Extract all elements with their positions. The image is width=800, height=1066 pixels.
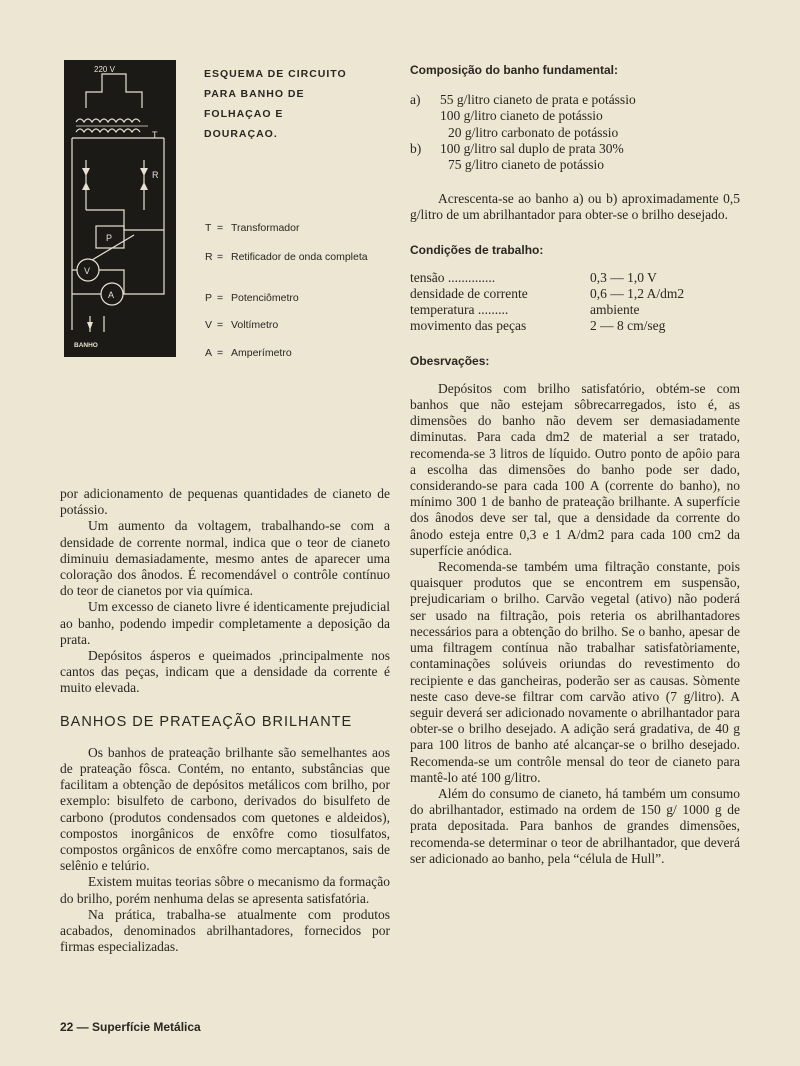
paragraph: Existem muitas teorias sôbre o mecanismo da formação do brilho, porém nenhuma delas se apresenta satisfatória. <box>60 874 390 906</box>
condition-value: ambiente <box>590 302 640 318</box>
legend-item: V = Voltímetro <box>205 319 380 332</box>
label-t: T <box>152 130 158 140</box>
condition-param: tensão .............. <box>410 269 496 285</box>
right-column <box>410 62 740 867</box>
paragraph: Recomenda-se também uma filtração constante, pois quaisquer produtos que se encontrem em suspensão, prejudicariam o brilho. Carvão vegetal (ativo) não poderá ser usado na filtração, pois reteria os abrilhantadores necessários para a obtenção do brilho. Se o banho, apesar de uma filtragem contínua não trabalhar satisfatòriamente, contaminações solúveis oriundas do revestimento do recipiente e das gancheiras, poderão ser as causas. Sòmente neste caso deve-se filtrar com carvão ativo (7 g/litro). A seguir deverá ser adicionado novamente o abrilhantador para obter-se o brilho desejado. A adição será gradativa, de 40 g para 100 litros de banho até alcançar-se o brilho desejado. Recomenda-se um contrôle mensal do teor de cianeto para mantê-lo até 100 g/litro. <box>410 559 740 785</box>
composition-label <box>410 157 440 173</box>
label-p: P <box>106 233 113 243</box>
legend-key: P <box>205 292 213 304</box>
composition-text: 75 g/litro cianeto de potássio <box>448 157 604 173</box>
condition-row <box>410 270 740 286</box>
conditions-title: Condições de trabalho: <box>410 242 544 257</box>
legend-value: Amperímetro <box>231 347 292 359</box>
left-column <box>60 486 390 955</box>
composition-label: b) <box>410 140 422 156</box>
condition-value: 2 — 8 cm/seg <box>590 318 666 334</box>
legend-item: A = Amperímetro <box>205 347 380 360</box>
composition-text: 55 g/litro cianeto de prata e potássio <box>440 92 636 108</box>
legend-key: V <box>205 319 213 331</box>
condition-row <box>410 318 740 334</box>
legend-key: T <box>205 222 212 234</box>
paragraph: Um excesso de cianeto livre é identicamente prejudicial ao banho, podendo impedir completamente a deposição da prata. <box>60 599 390 647</box>
composition-row <box>410 92 740 108</box>
composition-text: 100 g/litro cianeto de potássio <box>440 108 603 124</box>
condition-value: 0,6 — 1,2 A/dm2 <box>590 286 685 302</box>
legend-item: R = Retificador de onda completa <box>205 251 380 264</box>
paragraph: Depósitos ásperos e queimados ,principalmente nos cantos das peças, indicam que a densidade da corrente é muito elevada. <box>60 648 390 696</box>
composition-label <box>410 125 440 141</box>
paragraph: Um aumento da voltagem, trabalhando-se com a densidade de corrente normal, indica que o teor de cianeto diminuiu demasiadamente, mesmo antes de aparecer uma coloração dos ânodos. É recomendável o contrôle contínuo do teor de cianetos por via química. <box>60 518 390 599</box>
legend-value: Potenciômetro <box>231 292 299 304</box>
condition-param: densidade de corrente <box>410 286 528 302</box>
legend-value: Transformador <box>231 222 300 234</box>
composition-row <box>410 157 740 173</box>
observations-title: Obesrvações: <box>410 353 490 368</box>
composition-row <box>410 125 740 141</box>
circuit-title <box>204 64 374 144</box>
legend-value: Voltímetro <box>231 319 279 331</box>
composition-label: a) <box>410 92 421 108</box>
circuit-diagram <box>64 60 176 357</box>
condition-row <box>410 286 740 302</box>
circuit-title-line: PARA BANHO DE <box>204 88 305 100</box>
composition-text: 20 g/litro carbonato de potássio <box>448 124 619 140</box>
circuit-title-line: ESQUEMA DE CIRCUITO <box>204 68 347 80</box>
composition-text: 100 g/litro sal duplo de prata 30% <box>440 140 624 156</box>
label-banho: BANHO <box>74 342 98 349</box>
circuit-title-line: FOLHAÇAO E <box>204 108 284 120</box>
paragraph: por adicionamento de pequenas quantidades de cianeto de potássio. <box>60 486 390 518</box>
paragraph: Depósitos com brilho satisfatório, obtém-se com banhos que não estejam sôbrecarregados, isto é, as dimensões do banho não devem ser demasiadamente diminutas. Para cada dm2 de material a ser tratado, recomenda-se 3 litros de líquido. Outro ponto de apôio para a escolha das dimensões do banho pode ser dado, considerando-se para cada 100 A (corrente do banho), no mínimo 300 1 de banho de prateação brilhante. A superfície dos ânodos deve ser tal, que a densidade da corrente do ânodo esteja entre 0,3 e 1 A/dm2 para cada 100 cm2 da superfície anódica. <box>410 380 740 558</box>
page-footer: 22 — Superfície Metálica <box>60 1020 201 1034</box>
paragraph: Acrescenta-se ao banho a) ou b) aproximadamente 0,5 g/litro de um abrilhantador para obter-se o brilho desejado. <box>410 191 740 223</box>
circuit-title-line: DOURAÇAO. <box>204 128 278 140</box>
legend-item: T = Transformador <box>205 222 380 235</box>
condition-row <box>410 302 740 318</box>
legend-key: R <box>205 251 213 263</box>
composition-label <box>410 108 440 124</box>
paragraph: Além do consumo de cianeto, há também um consumo do abrilhantador, estimado na ordem de 150 g/ 1000 g de prata depositada. Para banhos de grandes dimensões, recomenda-se determinar o teor de abrilhantador, que deverá ser adicionado ao banho, pela “célula de Hull”. <box>410 785 740 866</box>
legend-key: A <box>205 347 213 359</box>
section-heading: BANHOS DE PRATEAÇÃO BRILHANTE <box>60 713 353 730</box>
composition-row <box>410 108 740 124</box>
label-220v: 220 V <box>94 65 115 74</box>
composition-row <box>410 141 740 157</box>
label-a: A <box>108 290 115 300</box>
legend-item: P = Potenciômetro <box>205 292 380 305</box>
composition-title: Composição do banho fundamental: <box>410 63 619 77</box>
label-v: V <box>84 266 91 276</box>
legend-value: Retificador de onda completa <box>231 251 368 263</box>
condition-param: movimento das peças <box>410 318 527 334</box>
label-r: R <box>152 170 159 180</box>
paragraph: Os banhos de prateação brilhante são semelhantes aos de prateação fôsca. Contém, no entanto, substâncias que facilitam a obtenção de depósitos metálicos com brilho, por exemplo: bisulfeto de carbono, derivados do bisulfeto de carbono (produtos condensados com quetones e aldeidos), compostos inorgânicos de enxôfre como tiosulfatos, compostos orgânicos de enxôfre como mercaptanos, sais de selênio e telúrio. <box>60 744 390 874</box>
condition-param: temperatura ......... <box>410 302 509 318</box>
paragraph: Na prática, trabalha-se atualmente com produtos acabados, denominados abrilhantadores, fornecidos por firmas especializadas. <box>60 906 390 955</box>
condition-value: 0,3 — 1,0 V <box>590 269 657 285</box>
circuit-schematic <box>64 60 176 357</box>
